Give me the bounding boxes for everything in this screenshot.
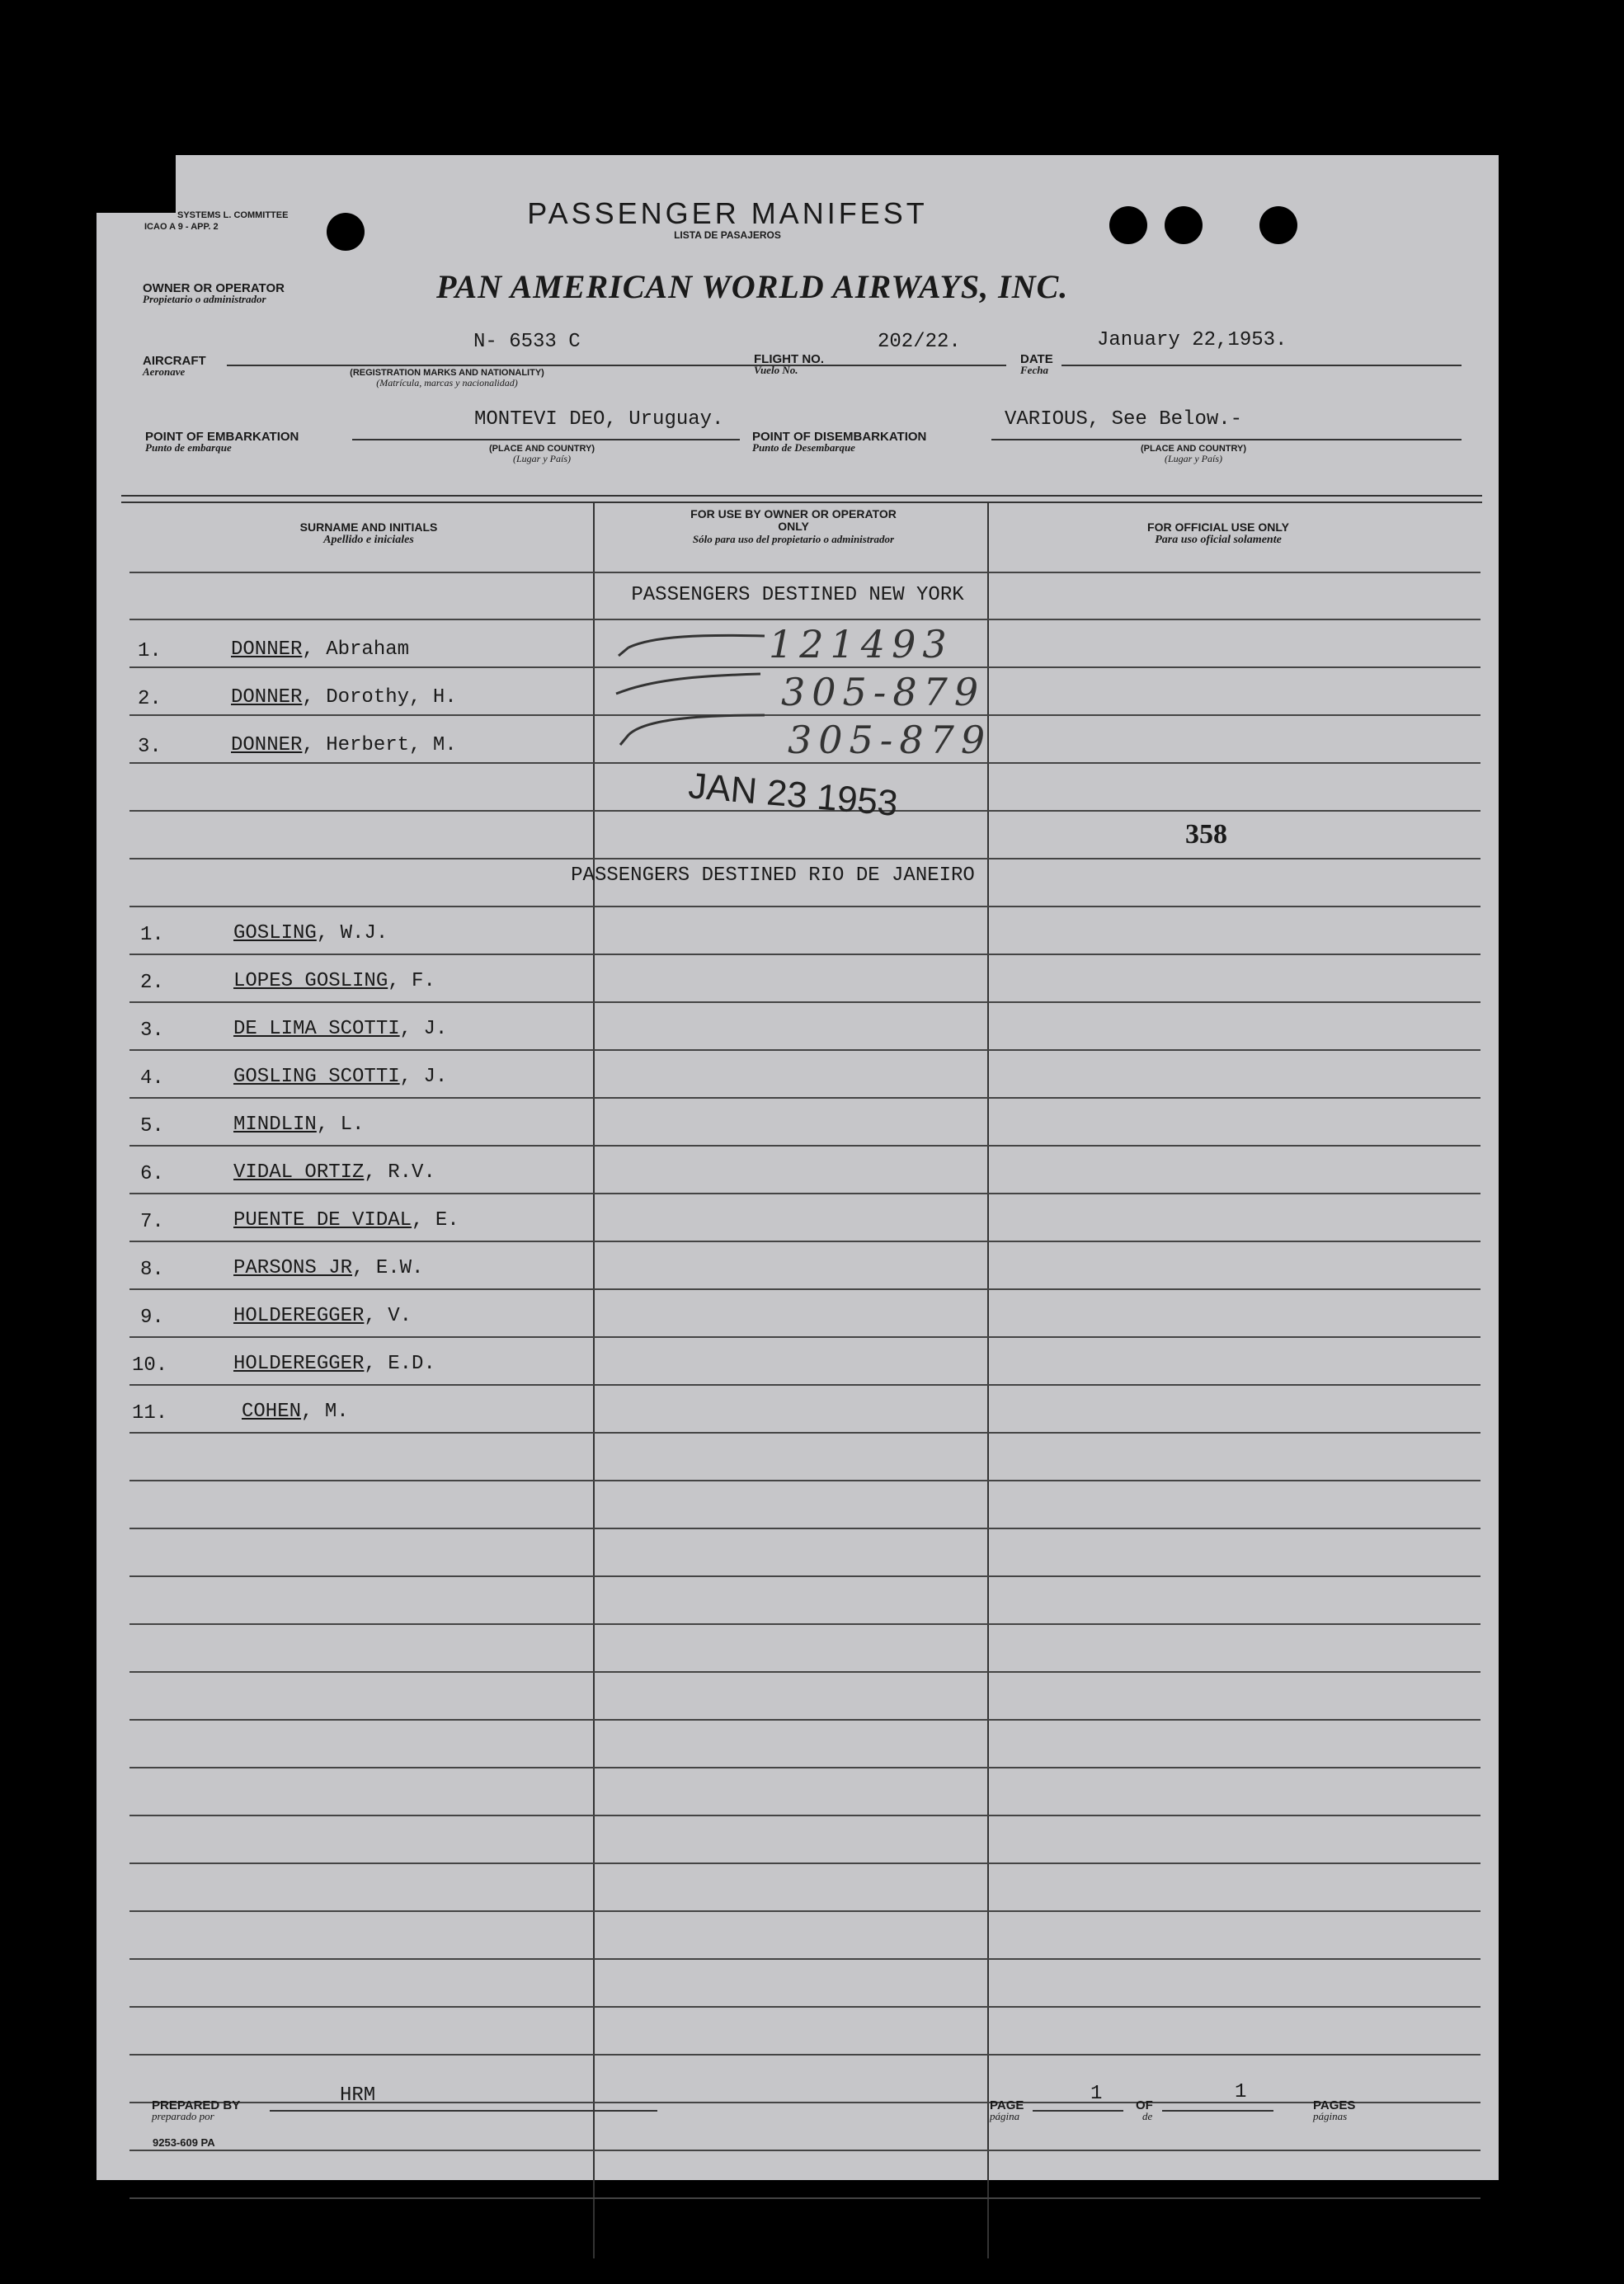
embark-value: MONTEVI DEO, Uruguay. [474, 408, 724, 431]
passenger-initials: , E.W. [352, 1257, 424, 1279]
row-line [129, 1575, 1480, 1577]
row-line [129, 714, 1480, 716]
disembark-label: POINT OF DISEMBARKATION [752, 430, 927, 444]
row-line [129, 666, 1480, 668]
date-label: DATE [1020, 352, 1053, 366]
ticket-number: 305-879 [781, 670, 986, 714]
flight-rule [850, 365, 1006, 366]
passenger-surname: PUENTE DE VIDAL [233, 1209, 412, 1231]
row-line [129, 1958, 1480, 1960]
punch-hole [327, 213, 365, 251]
row-line [129, 1671, 1480, 1673]
form-number: 9253-609 PA [153, 2136, 215, 2149]
header-rule-top [121, 495, 1482, 497]
column-header-official-sub: Para uso oficial solamente [1155, 534, 1282, 546]
row-line [129, 1145, 1480, 1147]
handwritten-marks [604, 621, 785, 770]
passenger-initials: , Dorothy, H. [302, 686, 457, 709]
passenger-surname: DONNER [231, 734, 303, 756]
ticket-number: 121493 [769, 622, 953, 666]
passenger-name [233, 1305, 412, 1327]
row-line [129, 1288, 1480, 1290]
prepared-label: PREPARED BY [152, 2098, 241, 2112]
row-line [129, 906, 1480, 907]
passenger-name [233, 1353, 435, 1375]
torn-corner [96, 155, 176, 213]
row-number: 1. [138, 640, 162, 662]
row-number: 3. [140, 1020, 164, 1042]
row-line [129, 1623, 1480, 1625]
row-line [129, 954, 1480, 955]
flight-sub: Vuelo No. [754, 364, 798, 376]
of-sub: de [1142, 2110, 1153, 2122]
aircraft-note-sub: (Matrícula, marcas y nacionalidad) [376, 377, 518, 389]
disembark-value: VARIOUS, See Below.- [1005, 408, 1243, 431]
passenger-surname: GOSLING [233, 922, 317, 944]
row-number: 2. [138, 688, 162, 710]
embark-sub: Punto de embarque [145, 441, 232, 454]
aircraft-value: N- 6533 C [473, 331, 581, 353]
passenger-surname: HOLDEREGGER [233, 1305, 365, 1327]
passenger-initials: , R.V. [364, 1161, 435, 1184]
passenger-name [233, 922, 388, 944]
row-line [129, 1241, 1480, 1242]
page-rule [1033, 2110, 1123, 2112]
date-rule [1061, 365, 1462, 366]
passenger-surname: DONNER [231, 638, 303, 661]
passenger-initials: , E. [412, 1209, 459, 1231]
embark-label: POINT OF EMBARKATION [145, 430, 299, 444]
aircraft-sub: Aeronave [143, 365, 186, 378]
aircraft-note: (REGISTRATION MARKS AND NATIONALITY) [350, 368, 544, 378]
passenger-surname: PARSONS JR [233, 1257, 353, 1279]
punch-hole [1165, 206, 1203, 244]
page-sub: página [990, 2110, 1020, 2122]
row-number: 10. [132, 1354, 168, 1377]
passenger-surname: COHEN [242, 1401, 302, 1423]
passenger-name [233, 970, 435, 992]
passenger-initials: , Abraham [302, 638, 410, 661]
row-line [129, 1001, 1480, 1003]
passenger-initials: , E.D. [364, 1353, 435, 1375]
date-sub: Fecha [1020, 364, 1048, 376]
row-number: 1. [140, 924, 164, 946]
row-number: 11. [132, 1402, 168, 1425]
column-divider-2 [987, 502, 989, 2258]
owner-sub: Propietario o administrador [143, 293, 266, 305]
passenger-name [233, 1257, 423, 1279]
embark-note: (PLACE AND COUNTRY) [488, 444, 595, 454]
disembark-rule [991, 439, 1462, 440]
row-number: 7. [140, 1211, 164, 1233]
passenger-name [231, 734, 457, 756]
prepared-rule [270, 2110, 657, 2112]
passenger-initials: , V. [364, 1305, 412, 1327]
row-line [129, 572, 1480, 573]
passenger-name [233, 1114, 364, 1136]
row-number: 9. [140, 1307, 164, 1329]
pages-sub: páginas [1313, 2110, 1348, 2122]
punch-hole [1109, 206, 1147, 244]
manifest-sheet [96, 155, 1499, 2180]
row-line [129, 1432, 1480, 1434]
row-line [129, 2006, 1480, 2008]
committee-line-2: ICAO A 9 - APP. 2 [144, 222, 219, 232]
prepared-sub: preparado por [152, 2110, 214, 2122]
passenger-initials: , M. [301, 1401, 349, 1423]
of-rule [1162, 2110, 1273, 2112]
date-stamp: JAN 23 1953 [686, 765, 900, 824]
page-label: PAGE [990, 2098, 1024, 2112]
row-line [129, 858, 1480, 859]
passenger-name [233, 1066, 447, 1088]
column-header-owner: FOR USE BY OWNER OR OPERATOR ONLY [690, 507, 897, 533]
column-divider-1 [593, 502, 595, 2258]
of-value: 1 [1235, 2081, 1247, 2103]
flight-label: FLIGHT NO. [754, 352, 824, 366]
row-line [129, 1863, 1480, 1864]
row-line [129, 2054, 1480, 2056]
passenger-surname: LOPES GOSLING [233, 970, 388, 992]
ticket-number: 305-879 [788, 718, 992, 762]
row-line [129, 1049, 1480, 1051]
official-number: 358 [1185, 819, 1227, 850]
row-line [129, 1767, 1480, 1768]
passenger-name [242, 1401, 349, 1423]
passenger-name [231, 686, 457, 709]
passenger-surname: DONNER [231, 686, 303, 709]
disembark-sub: Punto de Desembarque [752, 441, 855, 454]
row-number: 8. [140, 1259, 164, 1281]
page-value: 1 [1090, 2083, 1103, 2105]
group-heading-new-york: PASSENGERS DESTINED NEW YORK [631, 584, 964, 606]
passenger-surname: MINDLIN [233, 1114, 317, 1136]
row-number: 3. [138, 736, 162, 758]
row-number: 4. [140, 1067, 164, 1090]
owner-label: OWNER OR OPERATOR [143, 281, 285, 295]
header-rule-bottom [121, 502, 1482, 503]
disembark-note-sub: (Lugar y País) [1165, 453, 1222, 464]
row-line [129, 1384, 1480, 1386]
row-number: 5. [140, 1115, 164, 1137]
row-line [129, 2197, 1480, 2199]
disembark-note: (PLACE AND COUNTRY) [1140, 444, 1247, 454]
row-line [129, 1193, 1480, 1194]
column-header-official: FOR OFFICIAL USE ONLY [1147, 520, 1289, 534]
passenger-initials: , W.J. [316, 922, 388, 944]
pages-label: PAGES [1313, 2098, 1356, 2112]
date-value: January 22,1953. [1097, 329, 1287, 351]
row-line [129, 1910, 1480, 1912]
row-line [129, 1336, 1480, 1338]
row-line [129, 1528, 1480, 1529]
passenger-initials: , L. [316, 1114, 365, 1136]
row-line [129, 1719, 1480, 1721]
passenger-name [233, 1209, 459, 1231]
row-number: 2. [140, 972, 164, 994]
page-subtitle: LISTA DE PASAJEROS [674, 229, 781, 241]
passenger-surname: HOLDEREGGER [233, 1353, 365, 1375]
column-header-surname: SURNAME AND INITIALS [299, 520, 438, 534]
passenger-initials: , F. [388, 970, 435, 992]
prepared-value: HRM [340, 2084, 376, 2107]
punch-hole [1259, 206, 1297, 244]
passenger-name [231, 638, 409, 661]
row-line [129, 762, 1480, 764]
row-number: 6. [140, 1163, 164, 1185]
page-title: PASSENGER MANIFEST [527, 196, 928, 230]
passenger-surname: GOSLING SCOTTI [233, 1066, 400, 1088]
committee-line-1: SYSTEMS L. COMMITTEE [177, 210, 289, 220]
row-line [129, 2102, 1480, 2103]
passenger-name [233, 1161, 435, 1184]
passenger-surname: DE LIMA SCOTTI [233, 1018, 400, 1040]
passenger-name [233, 1018, 447, 1040]
embark-note-sub: (Lugar y País) [513, 453, 571, 464]
row-line [129, 2150, 1480, 2151]
column-header-surname-sub: Apellido e iniciales [323, 534, 414, 546]
row-line [129, 1097, 1480, 1099]
passenger-surname: VIDAL ORTIZ [233, 1161, 365, 1184]
passenger-initials: , J. [399, 1066, 448, 1088]
embark-rule [352, 439, 740, 440]
passenger-initials: , J. [399, 1018, 448, 1040]
row-line [129, 1815, 1480, 1816]
column-header-owner-sub: Sólo para uso del propietario o administrador [692, 533, 895, 545]
airline-name: PAN AMERICAN WORLD AIRWAYS, INC. [436, 268, 1069, 305]
flight-value: 202/22. [878, 331, 961, 353]
aircraft-label: AIRCRAFT [143, 354, 206, 368]
of-label: OF [1136, 2098, 1153, 2112]
group-heading-rio: PASSENGERS DESTINED RIO DE JANEIRO [571, 864, 975, 887]
row-line [129, 619, 1480, 620]
row-line [129, 1480, 1480, 1481]
passenger-initials: , Herbert, M. [302, 734, 457, 756]
